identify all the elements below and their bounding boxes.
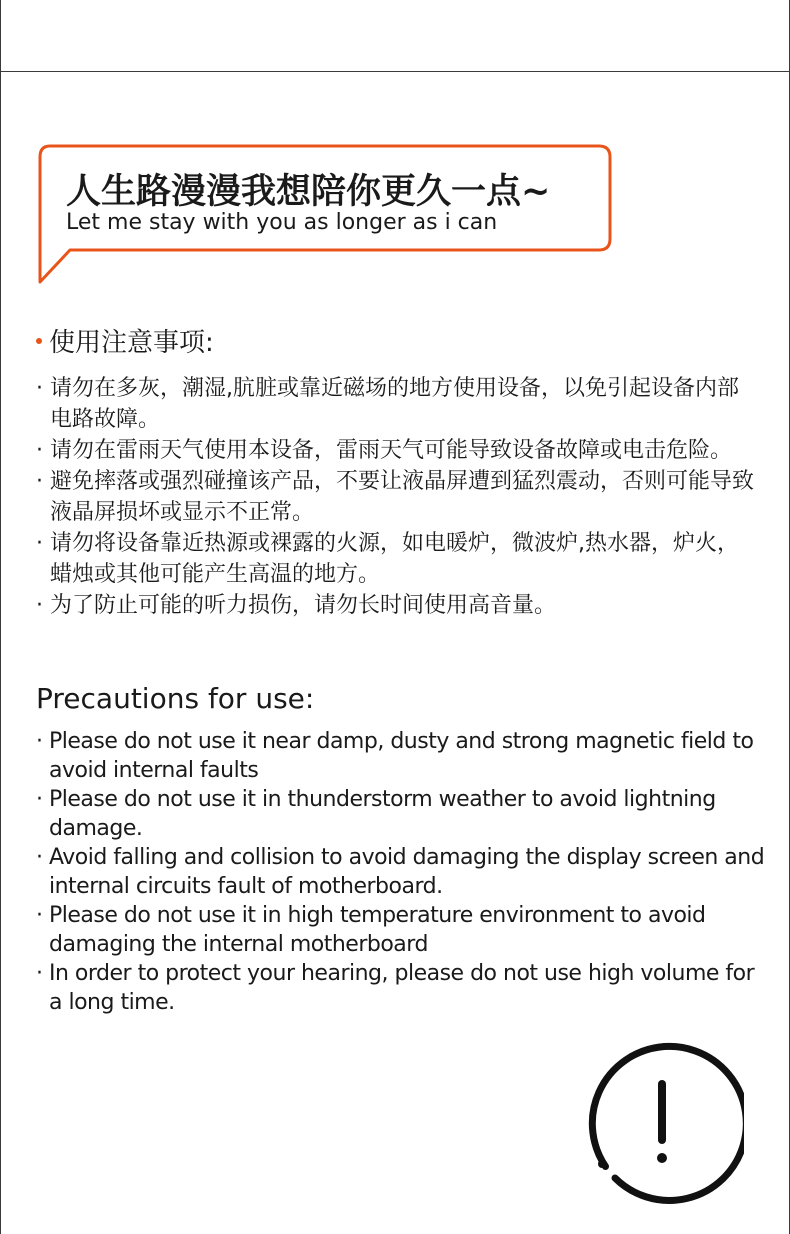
chinese-heading-text: 使用注意事项: xyxy=(49,328,214,358)
chinese-list-item: · 为了防止可能的听力损伤，请勿长时间使用高音量。 xyxy=(36,590,756,621)
chinese-list-item: · 请勿在多灰，潮湿,肮脏或靠近磁场的地方使用设备，以免引起设备内部电路故障。 xyxy=(36,373,756,435)
orange-bullet-icon xyxy=(36,338,42,344)
frame-left-border xyxy=(0,0,1,1234)
english-list xyxy=(36,727,766,1017)
frame-top-divider xyxy=(0,71,790,72)
bubble-subtitle: Let me stay with you as longer as i can xyxy=(66,210,498,235)
warning-icon xyxy=(580,1040,744,1204)
chinese-heading xyxy=(36,322,756,359)
english-heading: Precautions for use: xyxy=(36,682,315,715)
english-list-item: · Please do not use it in thunderstorm weather to avoid lightning damage. xyxy=(36,785,766,843)
chinese-list-item: · 请勿将设备靠近热源或裸露的火源，如电暖炉，微波炉,热水器，炉火，蜡烛或其他可能产生高温的地方。 xyxy=(36,528,756,590)
english-list-item: · Avoid falling and collision to avoid damaging the display screen and internal circuits fault of motherboard. xyxy=(36,843,766,901)
english-list-item: · In order to protect your hearing, please do not use high volume for a long time. xyxy=(36,959,766,1017)
english-list-item: · Please do not use it near damp, dusty and strong magnetic field to avoid internal faults xyxy=(36,727,766,785)
chinese-list xyxy=(36,373,756,621)
chinese-list-item: · 请勿在雷雨天气使用本设备，雷雨天气可能导致设备故障或电击危险。 xyxy=(36,435,756,466)
english-list-item: · Please do not use it in high temperature environment to avoid damaging the internal motherboard xyxy=(36,901,766,959)
bubble-title: 人生路漫漫我想陪你更久一点~ xyxy=(66,172,551,212)
speech-bubble xyxy=(36,142,616,287)
english-precautions xyxy=(36,682,766,1017)
chinese-precautions xyxy=(36,322,756,621)
chinese-list-item: · 避免摔落或强烈碰撞该产品，不要让液晶屏遭到猛烈震动，否则可能导致液晶屏损坏或显示不正常。 xyxy=(36,466,756,528)
